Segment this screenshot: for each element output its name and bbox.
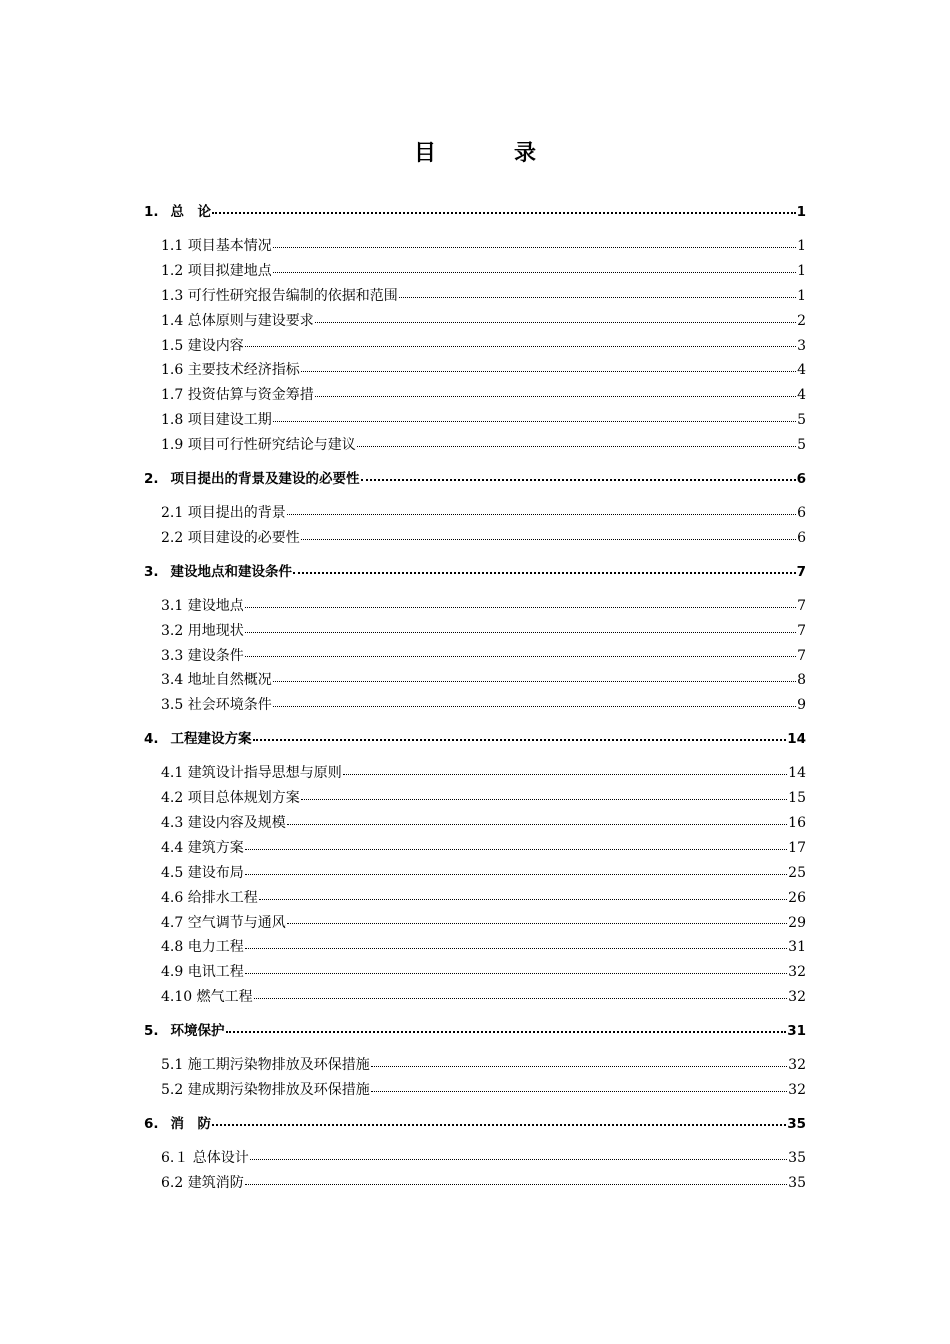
toc-dot-leader [245, 656, 796, 657]
toc-section-entry[interactable] [144, 693, 806, 718]
title-char-1: 目 [413, 140, 436, 166]
toc-page-number: 7 [797, 647, 806, 664]
toc-page-number: 8 [797, 672, 806, 689]
toc-entry-label: 1.2 项目拟建地点 [161, 262, 272, 279]
toc-section-entry[interactable] [144, 911, 806, 936]
toc-section-entry[interactable] [144, 811, 806, 836]
toc-section-entry[interactable] [144, 383, 806, 408]
toc-dot-leader [371, 1066, 787, 1067]
toc-page-number: 14 [788, 765, 806, 782]
toc-chapter-entry[interactable] [144, 1019, 806, 1044]
toc-chapter-entry[interactable] [144, 200, 806, 225]
toc-section-entry[interactable] [144, 334, 806, 359]
toc-entry-number: 5. [144, 1023, 159, 1040]
toc-dot-leader [357, 446, 796, 447]
toc-entry-label: 4.2 项目总体规划方案 [161, 790, 300, 807]
toc-dot-leader [273, 247, 796, 248]
toc-entry-label: 4.10 燃气工程 [161, 989, 253, 1006]
toc-dot-leader [287, 514, 796, 515]
toc-section-entry[interactable] [144, 1146, 806, 1171]
toc-section-entry[interactable] [144, 408, 806, 433]
toc-dot-leader [226, 1031, 787, 1033]
toc-entry-label: 1.3 可行性研究报告编制的依据和范围 [161, 287, 398, 304]
toc-entry-number: 6. [144, 1115, 159, 1132]
toc-entry-label: 3.4 地址自然概况 [161, 672, 272, 689]
toc-dot-leader [245, 1184, 787, 1185]
toc-dot-leader [343, 774, 787, 775]
toc-section-entry[interactable] [144, 433, 806, 458]
toc-page-number: 1 [797, 238, 806, 254]
toc-dot-leader [250, 1159, 787, 1160]
toc-entry-label: 2.1 项目提出的背景 [161, 505, 286, 522]
toc-dot-leader [245, 948, 787, 949]
toc-entry-label: 2.2 项目建设的必要性 [161, 529, 300, 546]
toc-section-entry[interactable] [144, 526, 806, 551]
toc-page-number: 6 [797, 529, 806, 546]
toc-dot-leader [245, 632, 796, 633]
toc-entry-number: 1. [144, 204, 159, 220]
toc-section-entry[interactable] [144, 234, 806, 259]
toc-page-number: 1 [797, 287, 806, 304]
toc-page-number: 26 [788, 889, 806, 906]
toc-entry-label: 1.5 建设内容 [161, 337, 244, 354]
toc-section-entry[interactable] [144, 886, 806, 911]
toc-section-entry[interactable] [144, 985, 806, 1010]
toc-entry-label: 总 论 [170, 204, 212, 220]
toc-page-number: 1 [796, 204, 806, 220]
toc-section-entry[interactable] [144, 309, 806, 334]
toc-section-entry[interactable] [144, 358, 806, 383]
toc-dot-leader [273, 421, 796, 422]
toc-chapter-entry[interactable] [144, 1112, 806, 1137]
toc-entry-label: 3.5 社会环境条件 [161, 697, 272, 714]
toc-entry-label: 环境保护 [170, 1023, 225, 1040]
toc-dot-leader [245, 973, 787, 974]
toc-section-entry[interactable] [144, 284, 806, 309]
toc-entry-label: 1.8 项目建设工期 [161, 412, 272, 429]
toc-dot-leader [361, 479, 796, 481]
toc-section-entry[interactable] [144, 501, 806, 526]
toc-entry-number: 3. [144, 563, 159, 580]
toc-page-number: 15 [788, 790, 806, 807]
toc-dot-leader [245, 874, 787, 875]
toc-section-entry[interactable] [144, 836, 806, 861]
toc-page-number: 2 [797, 312, 806, 329]
toc-entry-label: 1.4 总体原则与建设要求 [161, 312, 314, 329]
toc-section-entry[interactable] [144, 761, 806, 786]
toc-page-number: 32 [788, 989, 806, 1006]
toc-entry-label: 1.1 项目基本情况 [161, 238, 272, 254]
toc-dot-leader [212, 212, 796, 214]
toc-page-number: 16 [788, 815, 806, 832]
toc-page-number: 31 [787, 1023, 806, 1040]
toc-page-number: 35 [787, 1115, 806, 1132]
toc-entry-number: 4. [144, 731, 159, 748]
toc-dot-leader [254, 998, 788, 999]
toc-dot-leader [301, 799, 787, 800]
toc-page-number: 4 [797, 362, 806, 379]
toc-entry-label: 4.7 空气调节与通风 [161, 914, 286, 931]
toc-page-number: 9 [797, 697, 806, 714]
toc-page-number: 1 [797, 262, 806, 279]
toc-dot-leader [293, 572, 796, 574]
toc-page-number: 5 [797, 412, 806, 429]
toc-page-number: 32 [788, 964, 806, 981]
toc-entry-label: 3.3 建设条件 [161, 647, 244, 664]
toc-entry-label: 4.4 建筑方案 [161, 839, 244, 856]
toc-entry-label: 5.2 建成期污染物排放及环保措施 [161, 1082, 370, 1099]
toc-dot-leader [212, 1124, 786, 1126]
toc-entry-label: 建设地点和建设条件 [170, 563, 293, 580]
table-of-contents [144, 200, 806, 1196]
toc-entry-label: 消 防 [170, 1115, 212, 1132]
toc-page-number: 32 [788, 1082, 806, 1099]
toc-page-number: 14 [787, 731, 806, 748]
toc-section-entry[interactable] [144, 668, 806, 693]
toc-entry-label: 1.9 项目可行性研究结论与建议 [161, 437, 356, 454]
toc-entry-label: 3.1 建设地点 [161, 597, 244, 614]
toc-entry-label: 4.5 建设布局 [161, 864, 244, 881]
toc-entry-label: 工程建设方案 [170, 731, 252, 748]
toc-section-entry[interactable] [144, 935, 806, 960]
toc-entry-label: 4.8 电力工程 [161, 939, 244, 956]
toc-page-number: 6 [797, 505, 806, 522]
toc-page-number: 35 [788, 1149, 806, 1166]
toc-dot-leader [287, 923, 787, 924]
toc-entry-number: 2. [144, 471, 159, 488]
toc-entry-label: 4.1 建筑设计指导思想与原则 [161, 765, 342, 782]
toc-page-number: 31 [788, 939, 806, 956]
toc-dot-leader [301, 539, 796, 540]
toc-page-number: 4 [797, 387, 806, 404]
toc-page-number: 7 [797, 597, 806, 614]
toc-entry-label: 1.7 投资估算与资金筹措 [161, 387, 314, 404]
toc-entry-label: 1.6 主要技术经济指标 [161, 362, 300, 379]
toc-page-number: 6 [796, 471, 806, 488]
toc-dot-leader [259, 899, 787, 900]
toc-chapter-entry[interactable] [144, 467, 806, 492]
toc-section-entry[interactable] [144, 619, 806, 644]
toc-dot-leader [301, 371, 796, 372]
toc-dot-leader [273, 706, 796, 707]
toc-dot-leader [287, 824, 787, 825]
toc-entry-label: 6.2 建筑消防 [161, 1174, 244, 1191]
toc-page-number: 3 [797, 337, 806, 354]
toc-section-entry[interactable] [144, 644, 806, 669]
toc-section-entry[interactable] [144, 594, 806, 619]
title-char-2: 录 [514, 140, 537, 166]
toc-page-number: 35 [788, 1174, 806, 1191]
toc-dot-leader [399, 297, 796, 298]
toc-section-entry[interactable] [144, 1078, 806, 1103]
toc-section-entry[interactable] [144, 1171, 806, 1196]
toc-section-entry[interactable] [144, 960, 806, 985]
toc-section-entry[interactable] [144, 786, 806, 811]
toc-entry-label: 4.6 给排水工程 [161, 889, 258, 906]
toc-section-entry[interactable] [144, 861, 806, 886]
toc-dot-leader [315, 396, 796, 397]
toc-entry-label: 4.3 建设内容及规模 [161, 815, 286, 832]
toc-chapter-entry[interactable] [144, 560, 806, 585]
toc-page-number: 7 [796, 563, 806, 580]
page-title [0, 136, 950, 167]
toc-dot-leader [371, 1091, 787, 1092]
toc-dot-leader [245, 849, 787, 850]
toc-entry-label: 项目提出的背景及建设的必要性 [170, 471, 360, 488]
toc-section-entry[interactable] [144, 1053, 806, 1078]
toc-page-number: 32 [788, 1057, 806, 1074]
toc-page-number: 29 [788, 914, 806, 931]
toc-dot-leader [245, 346, 796, 347]
toc-entry-label: 5.1 施工期污染物排放及环保措施 [161, 1057, 370, 1074]
toc-entry-label: 6.１ 总体设计 [161, 1149, 249, 1166]
toc-dot-leader [245, 607, 796, 608]
toc-page-number: 25 [788, 864, 806, 881]
toc-page-number: 17 [788, 839, 806, 856]
toc-page-number: 7 [797, 622, 806, 639]
toc-entry-label: 3.2 用地现状 [161, 622, 244, 639]
toc-page-number: 5 [797, 437, 806, 454]
toc-chapter-entry[interactable] [144, 727, 806, 752]
toc-dot-leader [315, 322, 796, 323]
toc-dot-leader [273, 681, 796, 682]
toc-section-entry[interactable] [144, 259, 806, 284]
toc-dot-leader [253, 739, 787, 741]
toc-entry-label: 4.9 电讯工程 [161, 964, 244, 981]
toc-dot-leader [273, 272, 796, 273]
